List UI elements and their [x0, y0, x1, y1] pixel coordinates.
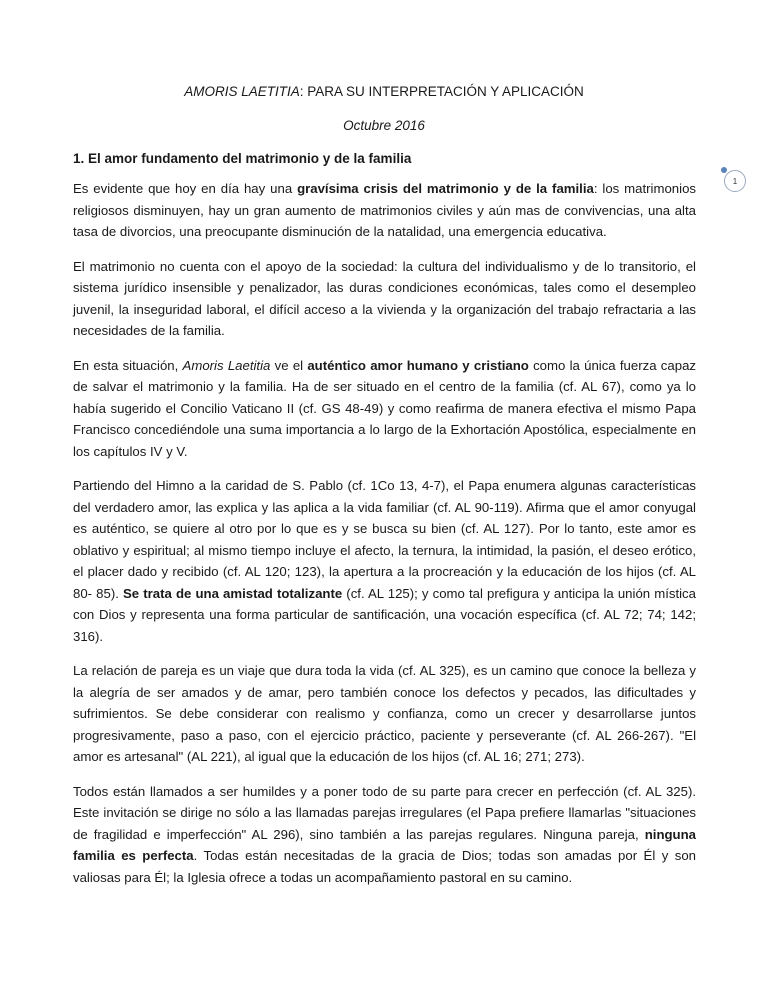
document-body — [73, 178, 696, 901]
paragraph-bold: ninguna familia es perfecta — [73, 826, 696, 863]
paragraph-text: : los matrimonios religiosos disminuyen, hay un gran aumento de matrimonios civiles y aún mas de convivencias, una alta tasa de divorcios, una preocupante disminución de la natalidad, una emergencia educativa. — [73, 181, 697, 239]
section-heading: 1. El amor fundamento del matrimonio y de la familia — [73, 151, 412, 166]
title-rest: : PARA SU INTERPRETACIÓN Y APLICACIÓN — [299, 84, 584, 99]
paragraph-text: En esta situación, — [73, 357, 183, 373]
paragraph-text: (cf. AL 125); y como tal prefigura y anticipa la unión mística con Dios y representa una forma particular de santificación, una vocación específica (cf. AL 72; 74; 142; 316). — [73, 585, 696, 644]
paragraph-3 — [73, 355, 696, 463]
paragraph-2: El matrimonio no cuenta con el apoyo de la sociedad: la cultura del individualismo y de lo transitorio, el sistema jurídico insensible y penalizador, las duras condiciones económicas, tales como el desempleo juvenil, la inseguridad laboral, el difícil acceso a la vivienda y la organización del trabajo refractaria a las necesidades de la familia. — [73, 258, 696, 338]
page-number-badge: 1 — [724, 170, 746, 192]
paragraph-6 — [73, 781, 696, 889]
paragraph-text: Es evidente que hoy en día hay una — [73, 181, 298, 196]
paragraph-text: . Todas están necesitadas de la gracia de Dios; todas son amadas por Él y son valiosas para Él; la Iglesia ofrece a todas un acompañamiento pastoral en su camino. — [73, 848, 696, 885]
page-marker-dot — [721, 167, 727, 173]
paragraph-bold: auténtico amor humano y cristiano — [307, 357, 529, 373]
paragraph-5: La relación de pareja es un viaje que dura toda la vida (cf. AL 325), es un camino que conoce la belleza y la alegría de ser amados y de amar, pero también conoce los defectos y pecados, las dificultades y sufrimientos. Se debe considerar con realismo y confianza, como un crecer y desarrollarse juntos progresivamente, paso a paso, con el ejercicio práctico, paciente y perseverante (cf. AL 266-267). "El amor es artesanal" (AL 221), al igual que la educación de los hijos (cf. AL 16; 271; 273). — [73, 663, 696, 764]
paragraph-text: ve el — [270, 357, 308, 373]
paragraph-4 — [73, 475, 696, 647]
paragraph-text: Partiendo del Himno a la caridad de S. Pablo (cf. 1Co 13, 4-7), el Papa enumera algunas características del verdadero amor, las explica y las aplica a la vida familiar (cf. AL 90-119). Afirma que el amor conyugal es auténtico, se quiere al otro por lo que es y se busca su bien (cf. AL 127). Por lo tanto, este amor es oblativo y espiritual; al mismo tiempo incluye el afecto, la ternura, la intimidad, la pasión, el deseo erótico, el placer dado y recibido (cf. AL 120; 123), la apertura a la procreación y la educación de los hijos (cf. AL 80- 85). — [73, 478, 696, 601]
paragraph-text: Todos están llamados a ser humildes y a poner todo de su parte para crecer en perfección (cf. AL 325). Este invitación se dirige no sólo a las llamadas parejas irregulares (el Papa prefiere llamarlas "situaciones de fragilidad e imperfección" AL 296), sino también a las parejas regulares. Ninguna pareja, — [73, 783, 696, 842]
document-title — [0, 84, 768, 99]
paragraph-italic: Amoris Laetitia — [182, 357, 271, 373]
paragraph-1 — [73, 178, 696, 243]
paragraph-bold: Se trata de una amistad totalizante — [123, 585, 343, 601]
paragraph-text: como la única fuerza capaz de salvar el matrimonio y la familia. Ha de ser situado en el centro de la familia (cf. AL 67), como ya lo había sugerido el Concilio Vaticano II (cf. GS 48-49) y como reafirma de manera efectiva el mismo Papa Francisco concediéndole una suma importancia a lo largo de la Exhortación Apostólica, especialmente en los capítulos IV y V. — [73, 357, 696, 459]
document-date: Octubre 2016 — [343, 118, 425, 133]
paragraph-bold: gravísima crisis del matrimonio y de la familia — [297, 181, 594, 196]
title-italic: AMORIS LAETITIA — [184, 84, 300, 99]
